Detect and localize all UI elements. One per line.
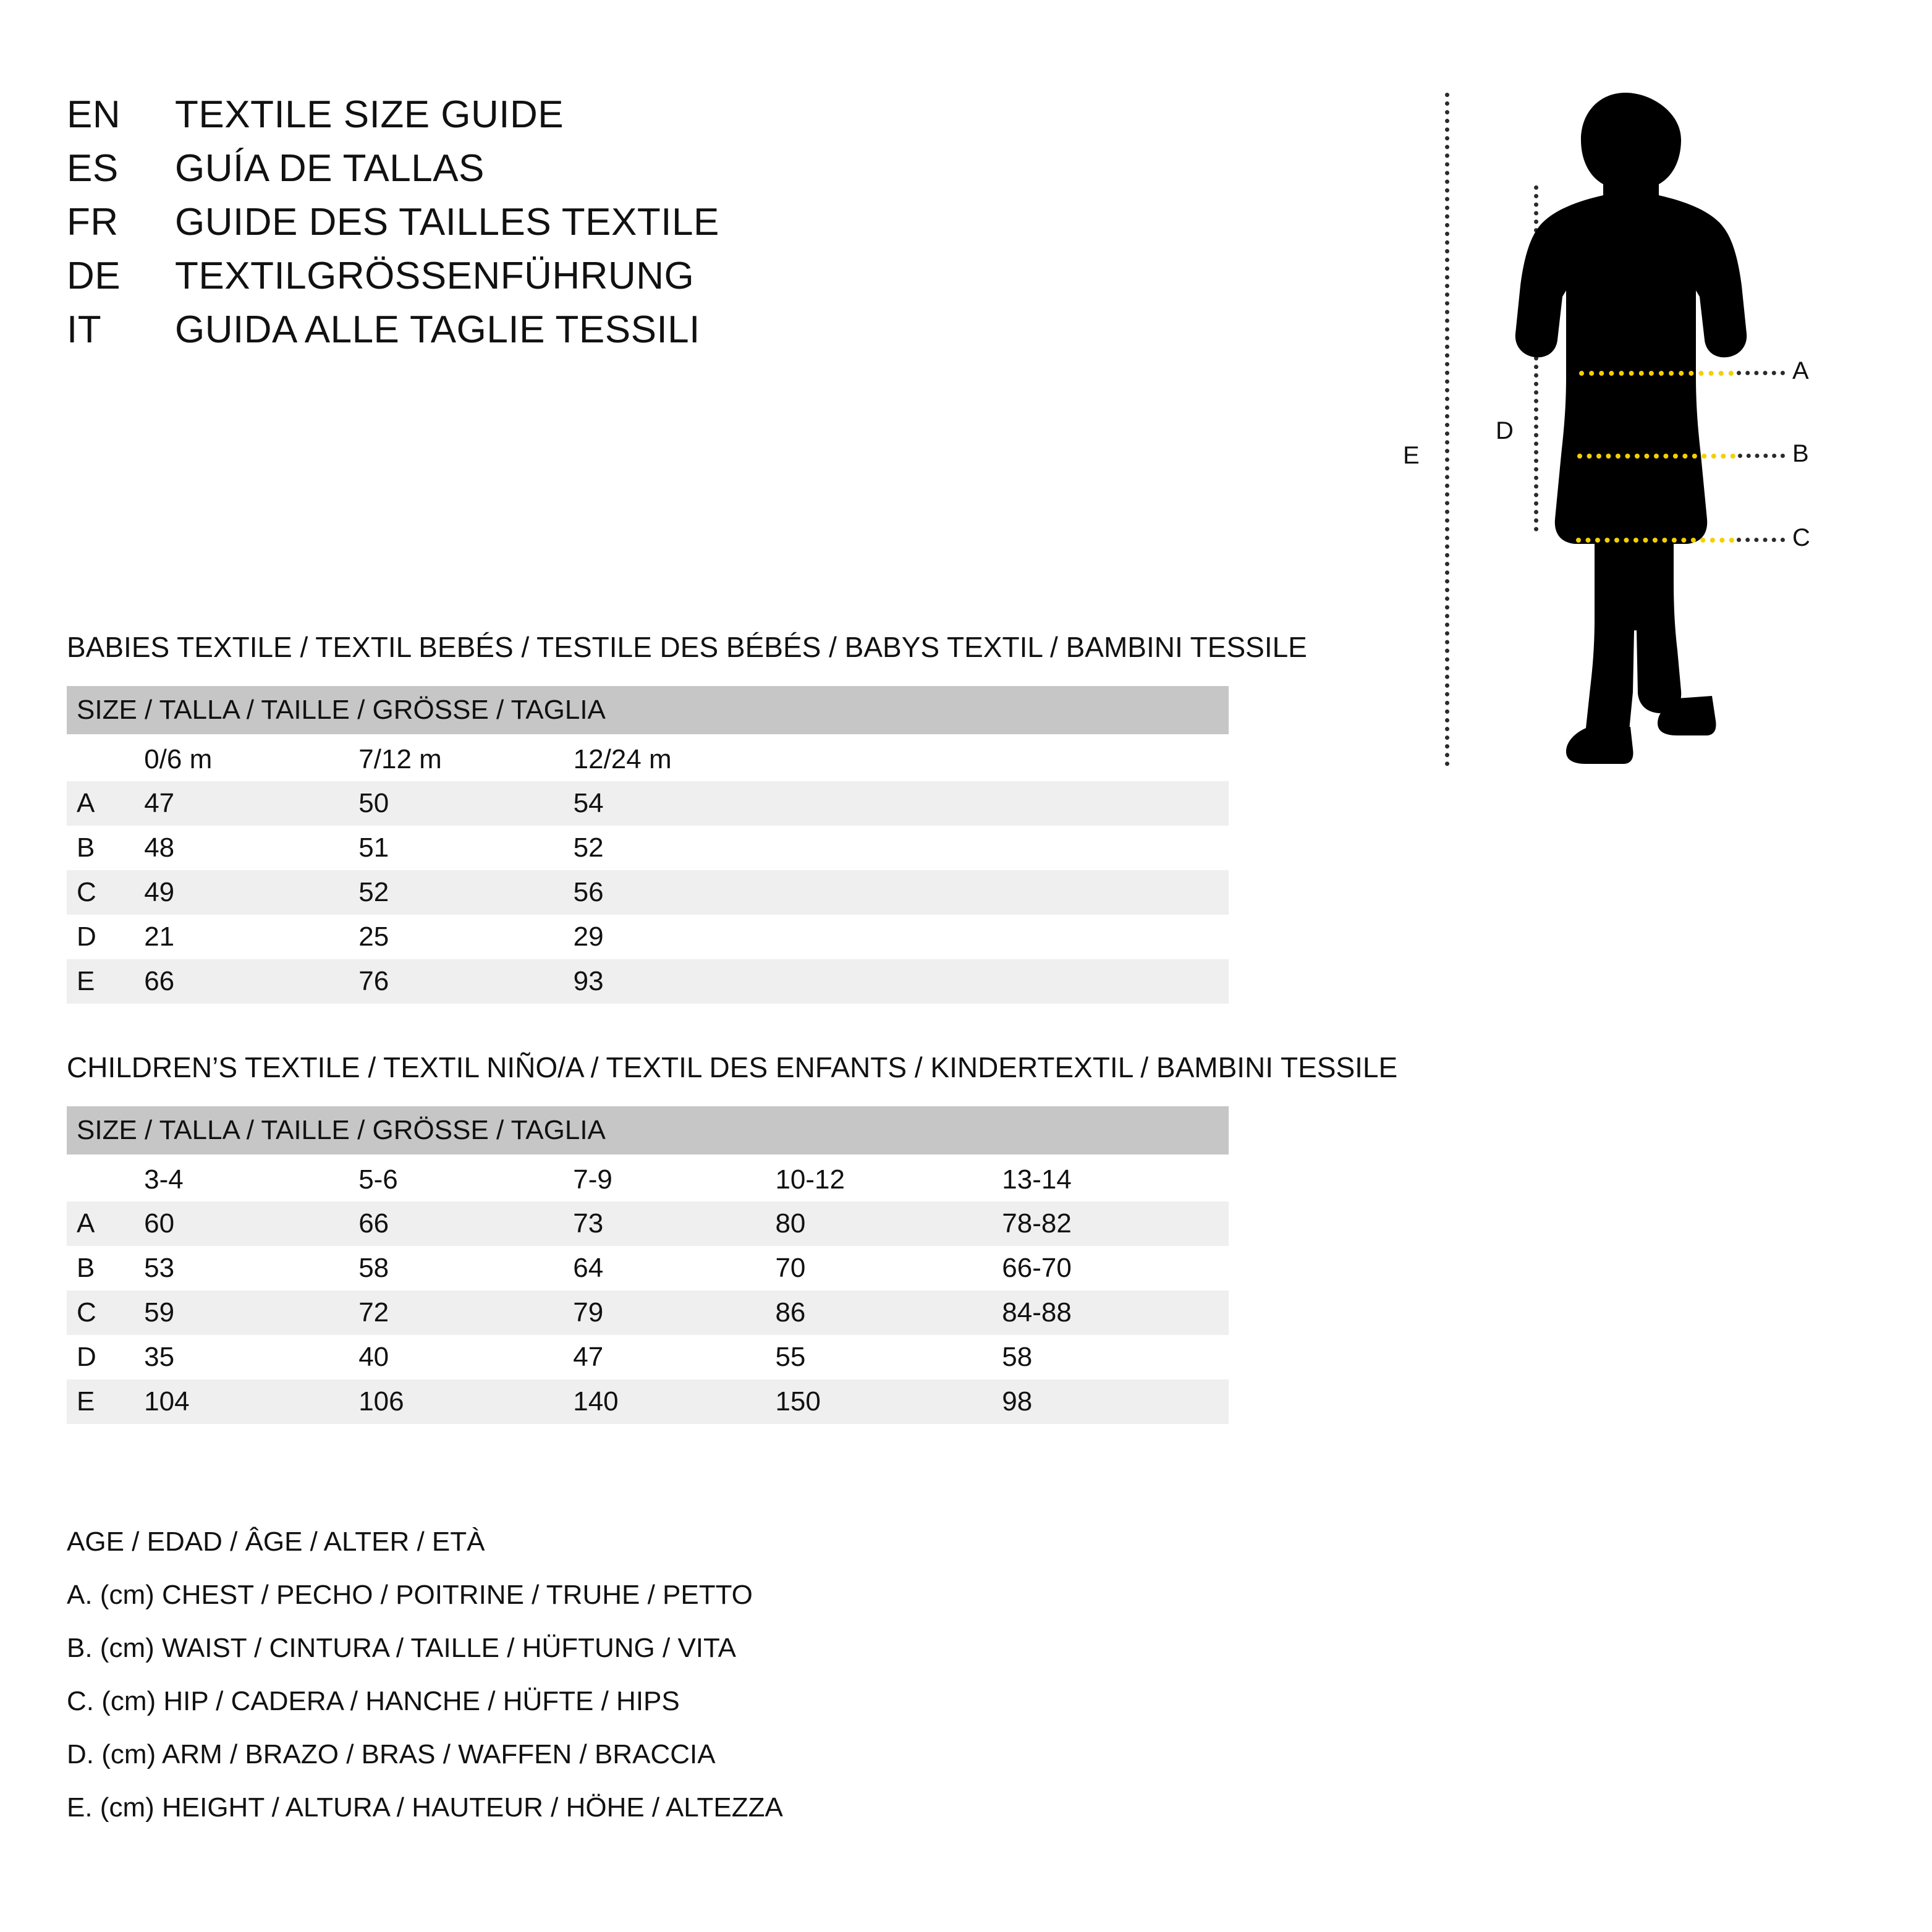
babies-col-0: 0/6 m <box>144 744 213 774</box>
babies-c-1: 52 <box>358 870 573 915</box>
babies-c-2: 56 <box>574 870 1229 915</box>
children-section-heading: CHILDREN’S TEXTILE / TEXTIL NIÑO/A / TEXTIL DES ENFANTS / KINDERTEXTIL / BAMBINI TESSILE <box>67 1051 1398 1083</box>
legend-line-a: A. (cm) CHEST / PECHO / POITRINE / TRUHE / PETTO <box>67 1580 753 1610</box>
title-text-en: TEXTILE SIZE GUIDE <box>175 93 564 136</box>
title-lang-it: IT <box>67 308 102 351</box>
children-d-3: 55 <box>775 1342 806 1372</box>
legend-line-c: C. (cm) HIP / CADERA / HANCHE / HÜFTE / HIPS <box>67 1686 680 1716</box>
babies-e-1: 76 <box>358 959 573 1004</box>
children-b-1: 58 <box>358 1253 389 1283</box>
babies-a-1: 50 <box>358 781 573 826</box>
children-d-1: 40 <box>358 1342 389 1372</box>
babies-row-label-b: B <box>77 833 95 863</box>
title-text-de: TEXTILGRÖSSENFÜHRUNG <box>175 255 695 297</box>
babies-row-label-a: A <box>67 781 144 826</box>
title-lang-en: EN <box>67 93 121 136</box>
diagram-label-b: B <box>1792 440 1809 467</box>
legend-line-d: D. (cm) ARM / BRAZO / BRAS / WAFFEN / BRACCIA <box>67 1739 716 1769</box>
measurement-diagram <box>1391 74 1860 773</box>
waist-measure-line <box>1577 454 1735 459</box>
table-row <box>67 915 1229 959</box>
hip-measure-line <box>1576 538 1734 543</box>
babies-row-label-e: E <box>67 959 144 1004</box>
babies-b-2: 52 <box>573 833 604 863</box>
children-e-3: 150 <box>775 1379 1002 1424</box>
children-b-0: 53 <box>144 1253 175 1283</box>
children-c-1: 72 <box>358 1290 573 1335</box>
legend-line-age: AGE / EDAD / ÂGE / ALTER / ETÀ <box>67 1527 485 1557</box>
babies-c-0: 49 <box>144 870 358 915</box>
diagram-label-c: C <box>1792 524 1810 551</box>
children-col-4: 13-14 <box>1002 1164 1072 1195</box>
title-text-fr: GUIDE DES TAILLES TEXTILE <box>175 201 719 244</box>
title-text-es: GUÍA DE TALLAS <box>175 147 485 190</box>
children-a-0: 60 <box>144 1201 358 1246</box>
children-d-0: 35 <box>144 1342 175 1372</box>
children-b-4: 66-70 <box>1002 1253 1072 1283</box>
babies-d-1: 25 <box>358 922 389 952</box>
children-a-4: 78-82 <box>1002 1201 1229 1246</box>
empty-corner-cell <box>67 734 144 781</box>
children-e-0: 104 <box>144 1379 358 1424</box>
children-col-2: 7-9 <box>573 1164 612 1195</box>
title-row-it <box>67 308 1241 352</box>
babies-row-label-c: C <box>67 870 144 915</box>
diagram-label-d: D <box>1496 417 1514 444</box>
title-row-en <box>67 93 1241 137</box>
children-col-1: 5-6 <box>358 1164 398 1195</box>
table-row <box>67 1246 1229 1290</box>
waist-leader-line <box>1738 454 1785 458</box>
title-row-fr <box>67 200 1241 244</box>
chest-measure-line <box>1579 371 1734 376</box>
babies-col-1: 7/12 m <box>358 744 442 774</box>
hip-leader-line <box>1737 538 1785 542</box>
children-c-4: 84-88 <box>1002 1290 1229 1335</box>
children-column-header-row <box>67 1155 1229 1201</box>
title-row-de <box>67 254 1241 298</box>
children-row-label-d: D <box>77 1342 96 1372</box>
children-b-2: 64 <box>573 1253 604 1283</box>
babies-column-header-row <box>67 734 1229 781</box>
table-row <box>67 870 1229 915</box>
table-row <box>67 959 1229 1004</box>
babies-d-2: 29 <box>573 922 604 952</box>
babies-row-label-d: D <box>77 922 96 952</box>
babies-size-header: SIZE / TALLA / TAILLE / GRÖSSE / TAGLIA <box>67 686 1229 734</box>
children-col-0: 3-4 <box>144 1164 184 1195</box>
babies-b-0: 48 <box>144 833 175 863</box>
babies-col-2: 12/24 m <box>573 744 672 774</box>
children-d-4: 58 <box>1002 1342 1033 1372</box>
diagram-label-e: E <box>1403 442 1420 469</box>
children-c-2: 79 <box>573 1290 775 1335</box>
children-a-2: 73 <box>573 1201 775 1246</box>
title-lang-es: ES <box>67 147 119 190</box>
children-b-3: 70 <box>775 1253 806 1283</box>
table-header-row <box>67 686 1229 734</box>
children-e-2: 140 <box>573 1379 775 1424</box>
babies-d-0: 21 <box>144 922 175 952</box>
height-guide-line <box>1445 93 1449 766</box>
title-text-it: GUIDA ALLE TAGLIE TESSILI <box>175 308 700 351</box>
table-row <box>67 1335 1229 1379</box>
children-size-header: SIZE / TALLA / TAILLE / GRÖSSE / TAGLIA <box>67 1106 1229 1155</box>
babies-e-2: 93 <box>574 959 1229 1004</box>
babies-b-1: 51 <box>358 833 389 863</box>
children-size-table <box>67 1106 1229 1424</box>
children-row-label-c: C <box>67 1290 144 1335</box>
legend-line-b: B. (cm) WAIST / CINTURA / TAILLE / HÜFTUNG / VITA <box>67 1633 736 1663</box>
chest-leader-line <box>1737 371 1785 375</box>
title-row-es <box>67 146 1241 190</box>
children-d-2: 47 <box>573 1342 604 1372</box>
legend-block <box>67 1527 1426 1845</box>
babies-a-0: 47 <box>144 781 358 826</box>
table-row <box>67 826 1229 870</box>
title-block <box>67 93 1241 362</box>
babies-a-2: 54 <box>574 781 1229 826</box>
children-e-1: 106 <box>358 1379 573 1424</box>
babies-e-0: 66 <box>144 959 358 1004</box>
child-silhouette-icon <box>1502 87 1749 766</box>
diagram-label-a: A <box>1792 357 1809 384</box>
babies-section-heading: BABIES TEXTILE / TEXTIL BEBÉS / TESTILE DES BÉBÉS / BABYS TEXTIL / BAMBINI TESSILE <box>67 631 1307 663</box>
table-row <box>67 1379 1229 1424</box>
table-row <box>67 1290 1229 1335</box>
table-row <box>67 781 1229 826</box>
children-c-3: 86 <box>775 1290 1002 1335</box>
empty-corner-cell <box>67 1155 144 1201</box>
title-lang-de: DE <box>67 255 121 297</box>
babies-size-table <box>67 686 1229 1004</box>
children-row-label-b: B <box>77 1253 95 1283</box>
children-c-0: 59 <box>144 1290 358 1335</box>
children-a-3: 80 <box>775 1201 1002 1246</box>
table-row <box>67 1201 1229 1246</box>
children-row-label-a: A <box>67 1201 144 1246</box>
children-col-3: 10-12 <box>775 1164 845 1195</box>
children-a-1: 66 <box>358 1201 573 1246</box>
legend-line-e: E. (cm) HEIGHT / ALTURA / HAUTEUR / HÖHE / ALTEZZA <box>67 1792 783 1823</box>
table-header-row <box>67 1106 1229 1155</box>
children-row-label-e: E <box>67 1379 144 1424</box>
children-e-4: 98 <box>1002 1379 1229 1424</box>
title-lang-fr: FR <box>67 201 119 244</box>
